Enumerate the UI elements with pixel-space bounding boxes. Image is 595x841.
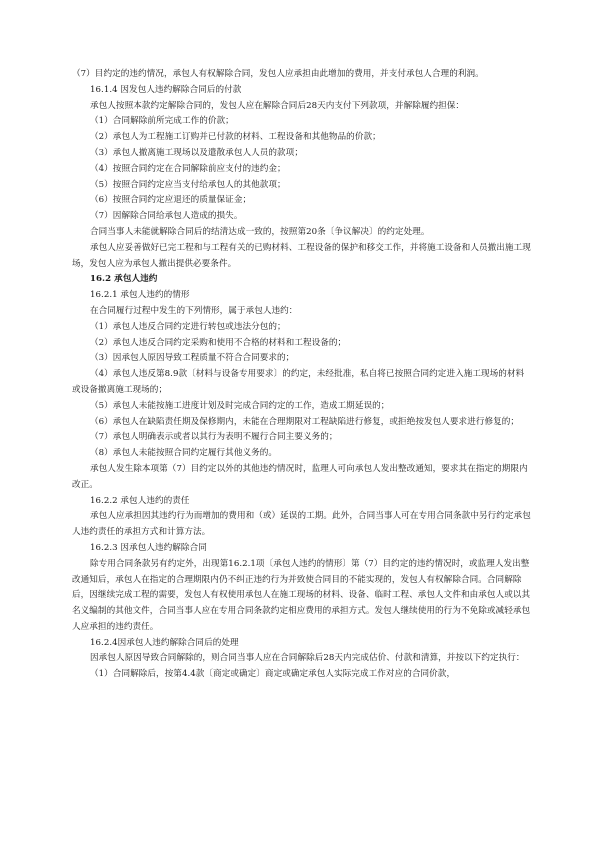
- list-item: （4）承包人违反第8.9款〔材料与设备专用要求〕的约定，未经批准，私自将已按照合同约定进入施工现场的材料或设备撤离施工现场的；: [72, 369, 525, 395]
- paragraph: 承包人按照本款约定解除合同的，发包人应在解除合同后28天内支付下列款项，并解除履约担保：: [90, 100, 465, 111]
- list-item: （7）承包人明确表示或者以其行为表明不履行合同主要义务的；: [90, 432, 338, 443]
- list-item: （3）因承包人原因导致工程质量不符合合同要求的；: [90, 353, 295, 364]
- paragraph: 除专用合同条款另有约定外，出现第16.2.1项〔承包人违约的情形〕第（7）目约定的违约情况时，或监理人发出整改通知后，承包人在指定的合理期限内仍不纠正违约行为并致使合同目的不能实现的，发包人有权解除合同。合同解除后，因继续完成工程的需要，发包人有权使用承包人在施工现场的材料、设备、临时工程、承包人文件和由承包人或以其名义编制的其他文件，合同当事人应在专用合同条款约定相应费用的承担方式。发包人继续使用的行为不免除或减轻承包人应承担的违约责任。: [72, 558, 531, 632]
- paragraph: 在合同履行过程中发生的下列情形，属于承包人违约：: [90, 305, 298, 316]
- list-item: （1）合同解除前所完成工作的价款；: [90, 116, 234, 127]
- paragraph: 承包人应妥善做好已完工程和与工程有关的已购材料、工程设备的保护和移交工作，并将施工设备和人员撤出施工现场，发包人应为承包人撤出提供必要条件。: [72, 242, 531, 269]
- list-item: （4）按照合同约定在合同解除前应支付的违约金；: [90, 163, 286, 174]
- list-item: （5）按照合同约定应当支付给承包人的其他款项；: [90, 179, 286, 190]
- section-heading: 16.2 承包人违约: [90, 274, 158, 285]
- list-item: （8）承包人未能按照合同约定履行其他义务的。: [90, 448, 278, 459]
- list-item: （6）按照合同约定应退还的质量保证金；: [90, 195, 252, 206]
- list-item: （7）因解除合同给承包人造成的损失。: [90, 211, 243, 222]
- subsection-heading: 16.2.4因承包人违约解除合同后的处理: [90, 637, 239, 648]
- paragraph-continuation: （7）目约定的违约情况，承包人有权解除合同，发包人应承担由此增加的费用，并支付承包人合理的利润。: [72, 69, 484, 79]
- list-item: （1）合同解除后，按第4.4款〔商定或确定〕商定或确定承包人实际完成工作对应的合同价款，: [90, 669, 456, 680]
- paragraph: 承包人应承担因其违约行为而增加的费用和（或）延误的工期。此外，合同当事人可在专用合同条款中另行约定承包人违约责任的承担方式和计算方法。: [72, 511, 531, 538]
- document-body: [72, 67, 532, 683]
- paragraph: 合同当事人未能就解除合同后的结清达成一致的，按照第20条〔争议解决〕的约定处理。: [90, 226, 430, 237]
- list-item: （3）承包人撤离施工现场以及遣散承包人人员的款项；: [90, 147, 303, 158]
- list-item: （5）承包人未能按施工进度计划及时完成合同约定的工作，造成工期延误的；: [90, 400, 390, 411]
- subsection-heading: 16.1.4 因发包人违约解除合同后的付款: [90, 84, 242, 95]
- subsection-heading: 16.2.3 因承包人违约解除合同: [90, 542, 207, 553]
- list-item: （6）承包人在缺陷责任期及保修期内，未能在合理期限对工程缺陷进行修复，或拒绝按发包人要求进行修复的；: [90, 416, 520, 427]
- subsection-heading: 16.2.2 承包人违约的责任: [90, 495, 190, 506]
- subsection-heading: 16.2.1 承包人违约的情形: [90, 290, 190, 301]
- paragraph: 承包人发生除本项第（7）目约定以外的其他违约情况时，监理人可向承包人发出整改通知，要求其在指定的期限内改正。: [72, 463, 528, 490]
- list-item: （1）承包人违反合同约定进行转包或违法分包的；: [90, 321, 286, 332]
- list-item: （2）承包人违反合同约定采购和使用不合格的材料和工程设备的；: [90, 337, 347, 348]
- list-item: （2）承包人为工程施工订购并已付款的材料、工程设备和其他物品的价款；: [90, 132, 381, 143]
- paragraph: 因承包人原因导致合同解除的，则合同当事人应在合同解除后28天内完成估价、付款和清算，并按以下约定执行：: [90, 653, 525, 664]
